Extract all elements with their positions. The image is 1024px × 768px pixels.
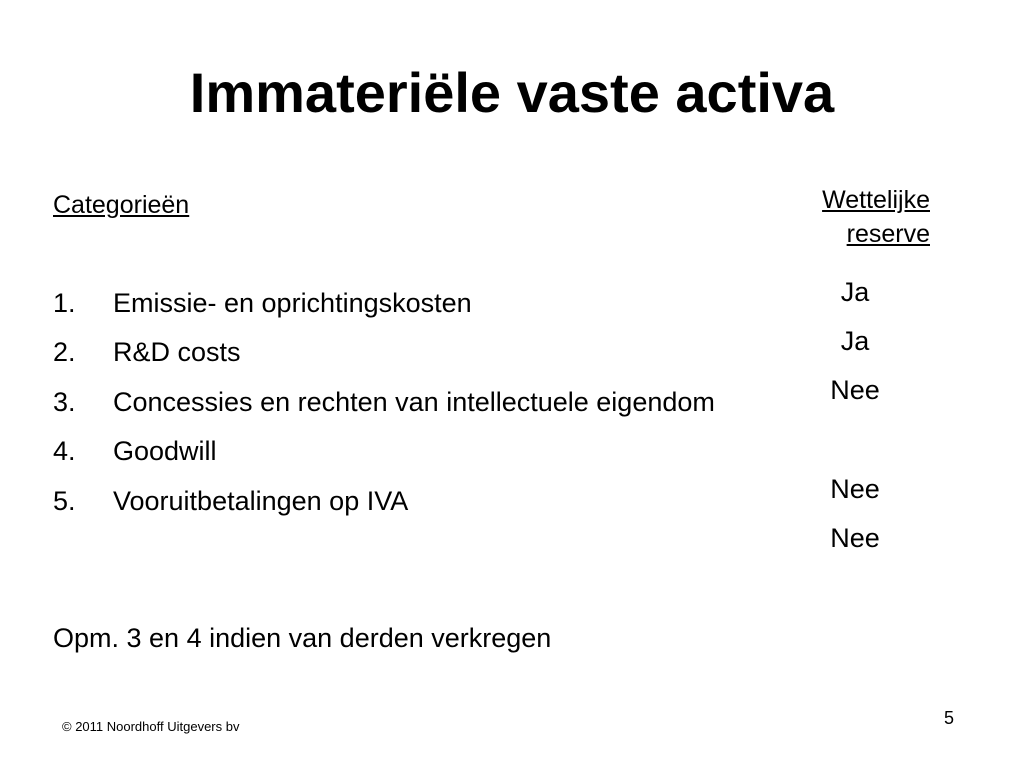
answer-item: Nee (830, 375, 880, 405)
answer-list (805, 276, 905, 571)
legal-reserve-heading: Wettelijke reserve (822, 186, 930, 248)
list-item-text: R&D costs (113, 337, 241, 368)
list-item-text: Emissie- en oprichtingskosten (113, 288, 472, 318)
answer-item: Nee (830, 474, 880, 504)
list-item (53, 386, 753, 418)
note-text: Opm. 3 en 4 indien van derden verkregen (53, 623, 552, 653)
list-item-number: 4. (53, 436, 76, 467)
answer-spacer (805, 423, 905, 473)
page-number: 5 (944, 708, 955, 728)
list-item (53, 287, 753, 319)
list-item (53, 336, 753, 368)
copyright-footer: © 2011 Noordhoff Uitgevers bv (62, 719, 240, 734)
list-item-text: Goodwill (113, 436, 217, 467)
list-item-number: 1. (53, 288, 76, 318)
slide-title: Immateriële vaste activa (189, 61, 835, 124)
list-item (53, 485, 753, 517)
answer-item: Ja (840, 326, 870, 356)
list-item-number: 2. (53, 337, 76, 368)
answer-item: Ja (840, 277, 870, 307)
list-item-text: Concessies en rechten van intellectuele eigendom (113, 386, 715, 417)
categories-heading: Categorieën (53, 191, 190, 219)
category-list (53, 287, 753, 534)
answer-item: Nee (830, 523, 880, 553)
list-item-number: 3. (53, 386, 76, 417)
list-item-number: 5. (53, 485, 76, 516)
list-item (53, 435, 753, 467)
list-item-text: Vooruitbetalingen op IVA (113, 485, 409, 516)
